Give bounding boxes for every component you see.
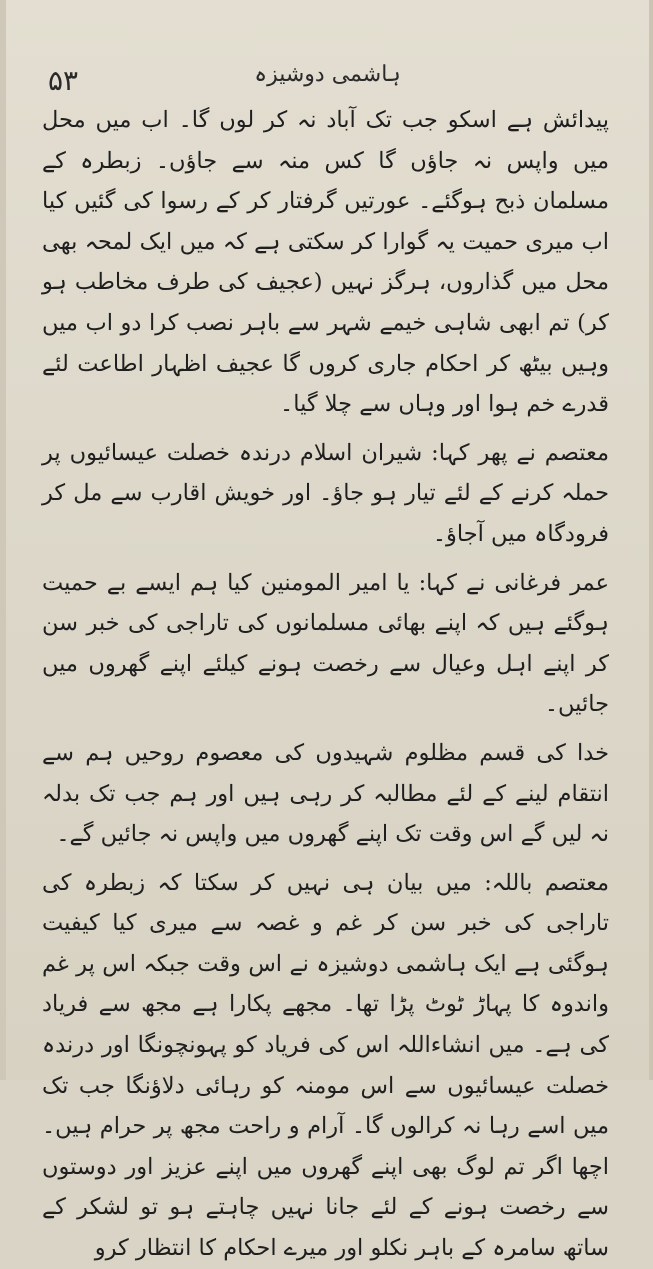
paragraph: خدا کی قسم مظلوم شہیدوں کی معصوم روحیں ہم سے انتقام لینے کے لئے مطالبہ کر رہی ہیں اور ہم جب تک بدلہ نہ لیں گے اس وقت تک اپنے گھروں میں واپس نہ جائیں گے۔	[42, 739, 609, 848]
paragraph: معتصم نے پھر کہا: شیران اسلام درندہ خصلت عیسائیوں پر حملہ کرنے کے لئے تیار ہو جاؤ۔ اور خویش اقارب سے مل کر فرودگاہ میں آجاؤ۔	[42, 439, 609, 547]
page-number: ۵۳	[48, 64, 79, 97]
paragraph: معتصم باللہ: میں بیان ہی نہیں کر سکتا کہ زبطرہ کی تاراجی کی خبر سن کر غم و غصہ سے میری کیا کیفیت ہوگئی ہے ایک ہاشمی دوشیزہ نے اس وقت جبکہ اس پر غم واندوہ کا پہاڑ ٹوٹ پڑا تھا۔ مجھے پکارا ہے مجھ سے فریاد کی ہے۔ میں انشاءاللہ اس کی فریاد کو پہونچونگا اور درندہ خصلت عیسائیوں سے اس مومنہ کو رہائی دلاؤنگا جب تک میں اسے رہا نہ کرالوں گا۔ آرام و راحت مجھ پر حرام ہیں۔ اچھا اگر تم لوگ بھی اپنے گھروں میں اپنے عزیز اور دوستوں سے رخصت ہونے کے لئے جانا نہیں چاہتے ہو تو لشکر کے ساتھ سامرہ کے باہر نکلو اور میرے احکام کا انتظار کرو	[42, 869, 609, 1262]
body-text	[42, 100, 609, 1269]
running-title: ہاشمی دوشیزہ	[254, 62, 401, 87]
paragraph: پیدائش ہے اسکو جب تک آباد نہ کر لوں گا۔ اب میں محل میں واپس نہ جاؤں گا کس منہ سے جاؤں۔ زبطرہ کے مسلمان ذبح ہوگئے۔ عورتیں گرفتار کر کے رسوا کی گئیں کیا اب میری حمیت یہ گوارا کر سکتی ہے کہ میں ایک لمحہ بھی محل میں گذاروں، ہرگز نہیں (عجیف کی طرف مخاطب ہو کر) تم ابھی شاہی خیمے شہر سے باہر نصب کرا دو اب میں وہیں بیٹھ کر احکام جاری کروں گا عجیف اظہار اطاعت لئے قدرے خم ہوا اور وہاں سے چلا گیا۔	[42, 107, 609, 418]
paragraph: عمر فرغانی نے کہا: یا امیر المومنین کیا ہم ایسے بے حمیت ہوگئے ہیں کہ اپنے بھائی مسلمانوں کی تاراجی کی خبر سن کر اپنے اہل وعیال سے رخصت ہونے کیلئے اپنے گھروں میں جائیں۔	[42, 569, 609, 718]
